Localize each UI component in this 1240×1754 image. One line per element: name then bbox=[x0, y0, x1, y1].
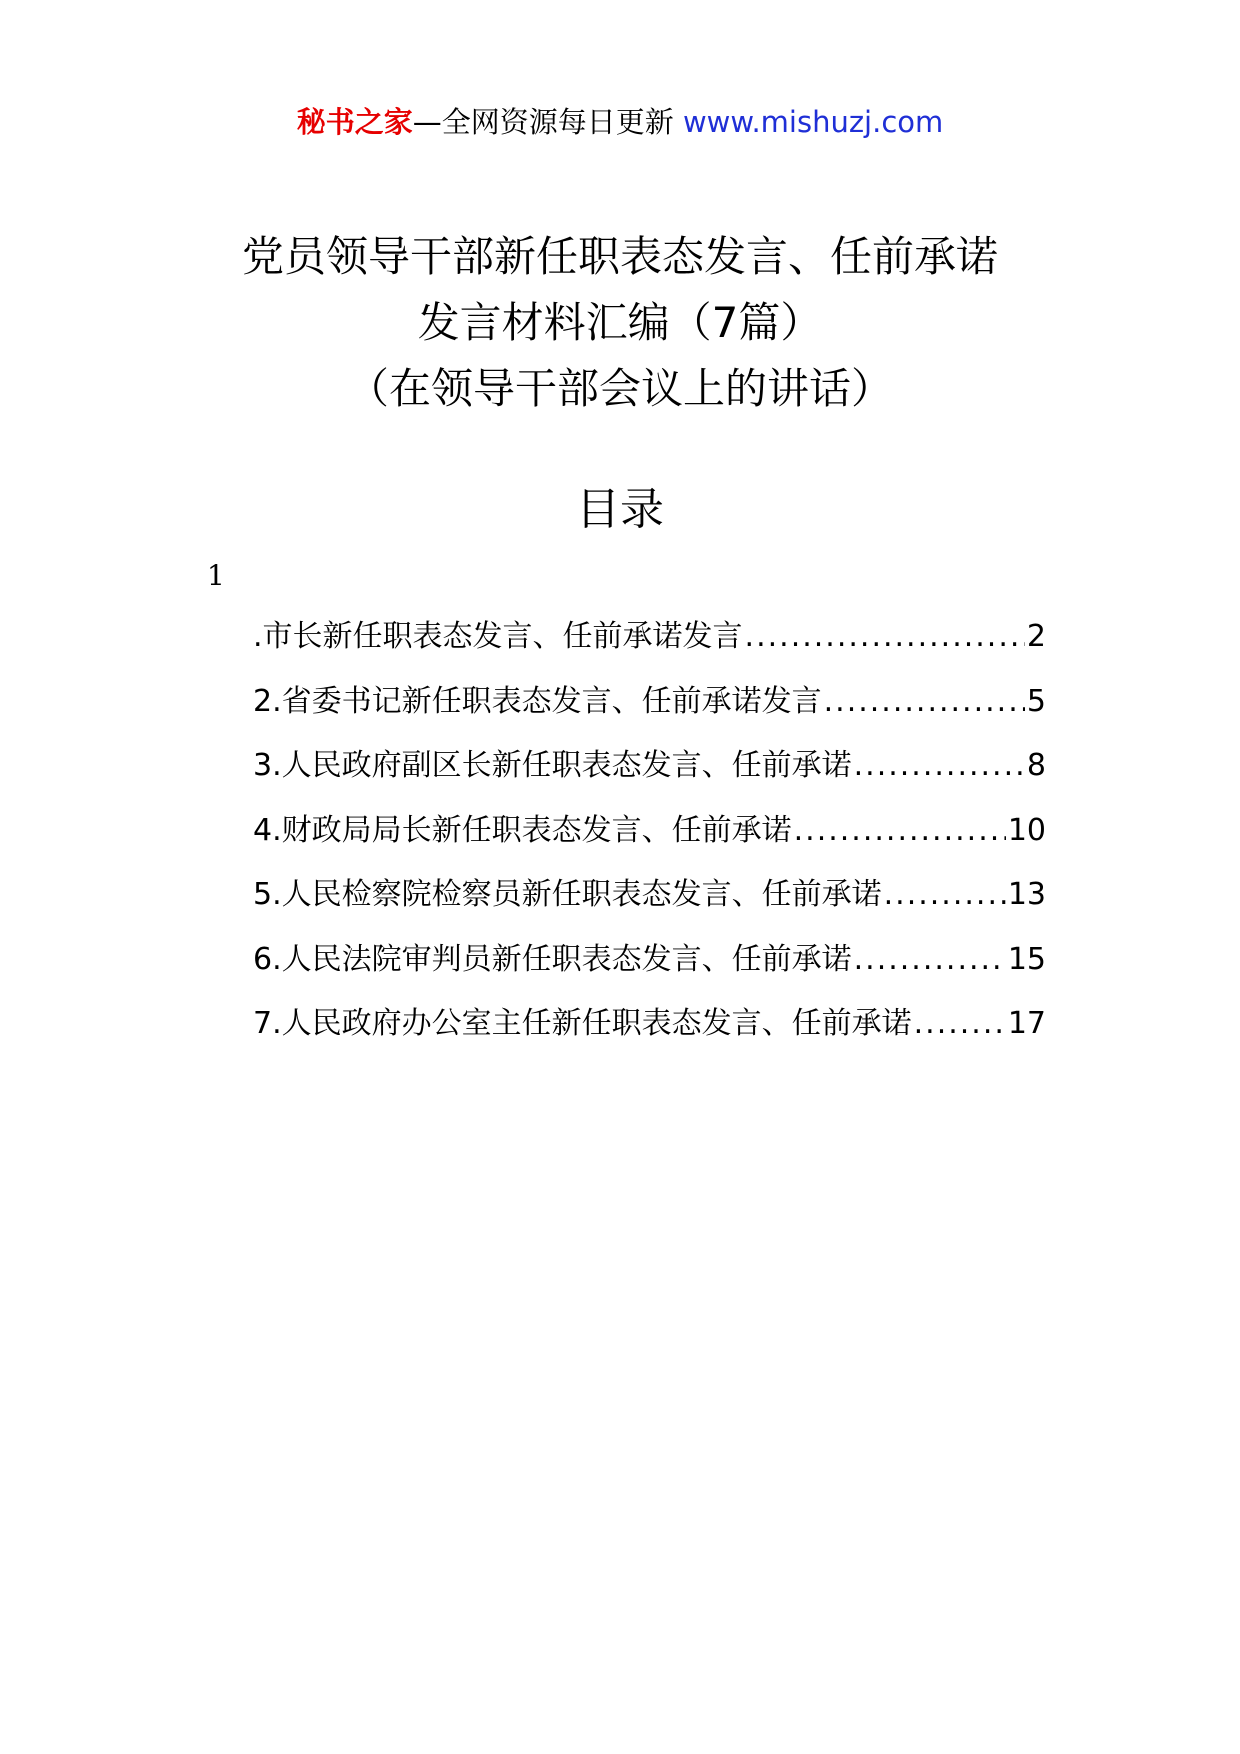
toc-entry-title: .市长新任职表态发言、任前承诺发言 bbox=[253, 619, 743, 654]
toc-heading: 目录 bbox=[576, 484, 664, 535]
toc-dot-leader bbox=[824, 682, 1025, 722]
toc-entry[interactable] bbox=[253, 940, 1046, 1005]
toc-entry-title: 4.财政局局长新任职表态发言、任前承诺 bbox=[253, 812, 792, 848]
title-line-2: 发言材料汇编（7篇） bbox=[417, 298, 823, 347]
toc-entry-page: 17 bbox=[1007, 1006, 1046, 1041]
site-header bbox=[0, 100, 1240, 144]
toc-entry[interactable] bbox=[253, 811, 1046, 876]
toc-entry-page: 10 bbox=[1007, 812, 1046, 848]
toc-dot-leader bbox=[745, 617, 1025, 657]
toc-entry-page: 2 bbox=[1026, 619, 1046, 654]
toc-entry[interactable] bbox=[253, 746, 1046, 811]
toc-entry-title: 7.人民政府办公室主任新任职表态发言、任前承诺 bbox=[253, 1006, 912, 1041]
toc-dot-leader bbox=[884, 875, 1006, 915]
toc-entry[interactable] bbox=[253, 617, 1046, 682]
toc-stray-number: 1 bbox=[207, 559, 225, 592]
toc-entry-page: 8 bbox=[1026, 748, 1046, 783]
site-url-link[interactable]: www.mishuzj.com bbox=[682, 105, 944, 139]
toc-entry[interactable] bbox=[253, 875, 1046, 940]
toc-entry[interactable] bbox=[253, 1004, 1046, 1069]
toc-entry-page: 5 bbox=[1026, 683, 1046, 719]
toc-dot-leader bbox=[854, 940, 1006, 980]
toc-dot-leader bbox=[914, 1004, 1006, 1044]
header-slogan: —全网资源每日更新 bbox=[412, 105, 674, 139]
title-line-1: 党员领导干部新任职表态发言、任前承诺 bbox=[241, 232, 998, 281]
toc-entry-title: 2.省委书记新任职表态发言、任前承诺发言 bbox=[253, 683, 822, 719]
toc-entry-page: 15 bbox=[1007, 941, 1046, 977]
toc-entry-title: 5.人民检察院检察员新任职表态发言、任前承诺 bbox=[253, 877, 882, 912]
brand-name: 秘书之家 bbox=[296, 105, 413, 139]
toc-entry-title: 6.人民法院审判员新任职表态发言、任前承诺 bbox=[253, 941, 852, 977]
table-of-contents bbox=[253, 617, 1046, 1069]
document-title bbox=[0, 224, 1240, 422]
toc-entry-title: 3.人民政府副区长新任职表态发言、任前承诺 bbox=[253, 748, 852, 783]
toc-dot-leader bbox=[854, 746, 1025, 786]
toc-entry-page: 13 bbox=[1007, 877, 1046, 912]
toc-entry[interactable] bbox=[253, 682, 1046, 747]
toc-dot-leader bbox=[794, 811, 1006, 851]
title-line-3: （在领导干部会议上的讲话） bbox=[346, 364, 893, 413]
